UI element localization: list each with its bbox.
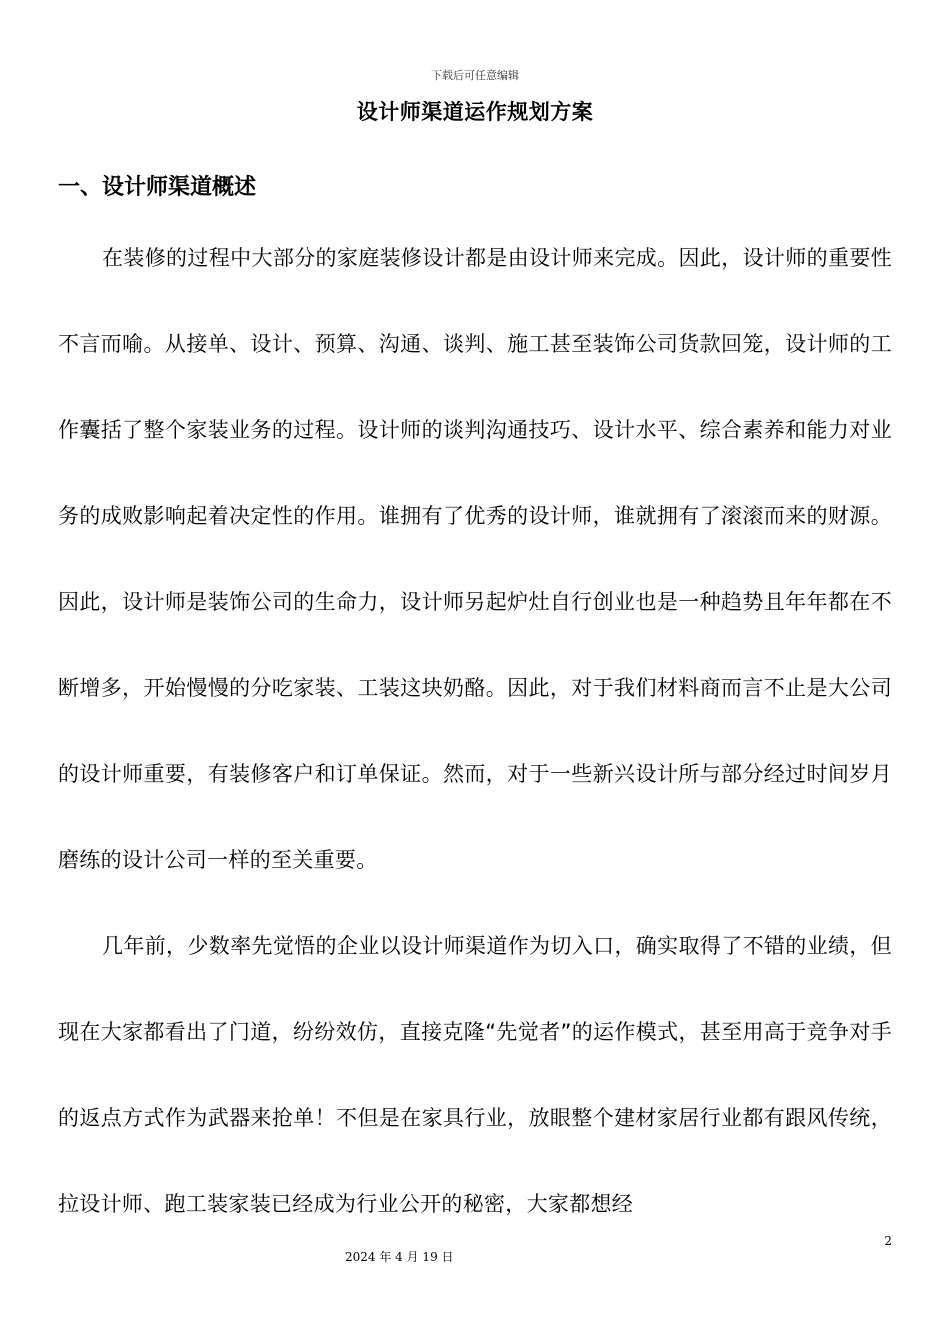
page-number: 2: [884, 1234, 892, 1248]
paragraph-1: 在装修的过程中大部分的家庭装修设计都是由设计师来完成。因此，设计师的重要性不言而喻。从接单、设计、预算、沟通、谈判、施工甚至装饰公司货款回笼，设计师的工作囊括了整个家装业务的过程。设计师的谈判沟通技巧、设计水平、综合素养和能力对业务的成败影响起着决定性的作用。谁拥有了优秀的设计师，谁就拥有了滚滚而来的财源。因此，设计师是装饰公司的生命力，设计师另起炉灶自行创业也是一种趋势且年年都在不断增多，开始慢慢的分吃家装、工装这块奶酪。因此，对于我们材料商而言不止是大公司的设计师重要，有装修客户和订单保证。然而，对于一些新兴设计所与部分经过时间岁月磨练的设计公司一样的至关重要。: [58, 246, 892, 872]
section-heading: 一、设计师渠道概述: [58, 175, 257, 200]
footer-date: 2024 年 4 月 19 日: [345, 1250, 454, 1264]
paragraph-2: 几年前，少数率先觉悟的企业以设计师渠道作为切入口，确实取得了不错的业绩，但现在大家都看出了门道，纷纷效仿，直接克隆“先觉者”的运作模式，甚至用高于竞争对手的返点方式作为武器来抢单！不但是在家具行业，放眼整个建材家居行业都有跟风传统，拉设计师、跑工装家装已经成为行业公开的秘密，大家都想经: [58, 934, 892, 1216]
header-note: 下载后可任意编辑: [431, 69, 519, 82]
document-title: 设计师渠道运作规划方案: [356, 100, 594, 124]
